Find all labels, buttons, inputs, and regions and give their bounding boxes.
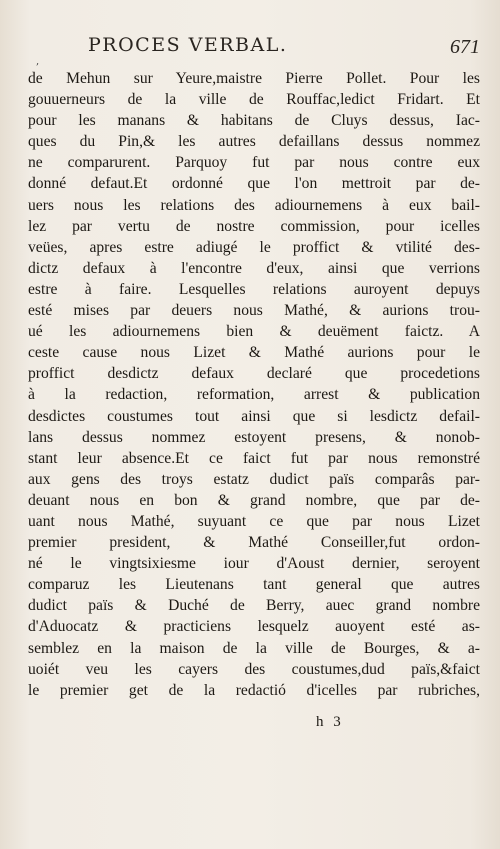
text-line: desdictes coustumes tout ainsi que si lesdictz defail- (28, 407, 480, 425)
text-line: premier president, & Mathé Conseiller,fut ordon- (28, 534, 480, 552)
text-line: lez par vertu de nostre commission, pour icelles (28, 217, 480, 235)
text-line: veües, apres estre adiugé le proffict & vtilité des- (28, 238, 480, 256)
text-line: ué les adiournemens bien & deuëment faictz. A (28, 323, 480, 341)
text-line: esté mises par deuers nous Mathé, & aurions trou- (28, 302, 480, 320)
text-line: à la redaction, reformation, arrest & publication (28, 386, 480, 404)
text-line: ceste cause nous Lizet & Mathé aurions pour le (28, 344, 480, 362)
running-title: PROCES VERBAL. (88, 34, 288, 56)
text-line: d'Aduocatz & practiciens lesquelz auoyent esté as- (28, 618, 480, 636)
page-number: 671 (450, 36, 480, 58)
text-line: dudict païs & Duché de Berry, auec grand nombre (28, 597, 480, 615)
text-line: le premier get de la redactió d'icelles par rubriches, (28, 681, 480, 699)
text-line: ne comparurent. Parquoy fut par nous contre eux (28, 154, 480, 172)
text-line: gouuerneurs de la ville de Rouffac,ledict Fridart. Et (28, 91, 480, 109)
text-line: uant nous Mathé, suyuant ce que par nous Lizet (28, 512, 480, 530)
text-line: dictz defaux à l'encontre d'eux, ainsi que verrions (28, 259, 480, 277)
margin-mark: , (36, 56, 40, 67)
text-line: comparuz les Lieutenans tant general que autres (28, 576, 480, 594)
text-line: proffict desdictz defaux declaré que procedetions (28, 365, 480, 383)
text-line: de Mehun sur Yeure,maistre Pierre Pollet. Pour les (28, 70, 480, 87)
text-line: semblez en la maison de la ville de Bourges, & a- (28, 639, 480, 657)
text-line: estre à faire. Lesquelles relations auroyent depuys (28, 280, 480, 298)
text-line: stant leur absence.Et ce faict fut par nous remonstré (28, 449, 480, 467)
page-header (28, 34, 480, 66)
text-line: donné defaut.Et ordonné que l'on mettroit par de- (28, 175, 480, 193)
text-line: lans dessus nommez estoyent presens, & nonob- (28, 428, 480, 446)
text-line: né le vingtsixiesme iour d'Aoust dernier, seroyent (28, 555, 480, 573)
body-text (28, 68, 480, 701)
text-line: ques du Pin,& les autres defaillans dessus nommez (28, 133, 480, 151)
text-line: uoiét veu les cayers des coustumes,dud païs,&faict (28, 660, 480, 678)
text-line: pour les manans & habitans de Cluys dessus, Iac- (28, 112, 480, 130)
text-line: deuant nous en bon & grand nombre, que par de- (28, 491, 480, 509)
text-line: aux gens des troys estatz dudict païs comparâs par- (28, 470, 480, 488)
catchword: h 3 (316, 714, 344, 730)
text-line: uers nous les relations des adiournemens à eux bail- (28, 196, 480, 214)
